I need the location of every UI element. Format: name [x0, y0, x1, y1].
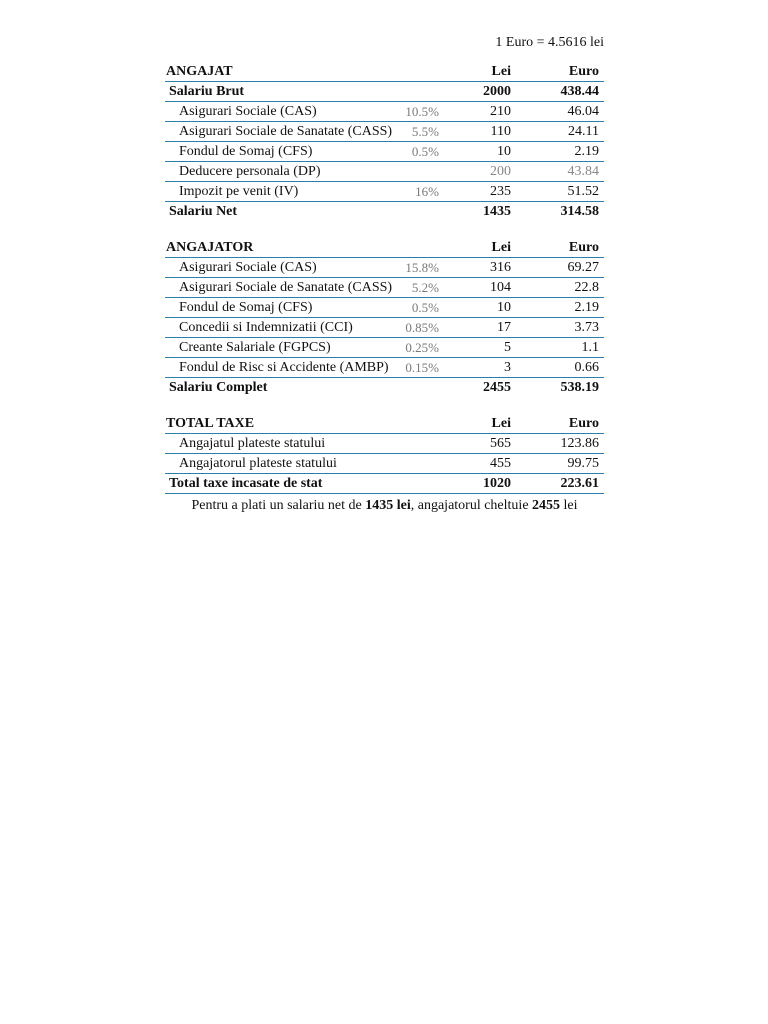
rate-percent: 0.25%	[401, 338, 439, 358]
total-taxes-table	[165, 414, 604, 494]
row-label: Fondul de Somaj (CFS)	[165, 298, 401, 318]
rate-percent: 15.8%	[401, 258, 439, 278]
employer-header-row	[165, 238, 604, 258]
row-label: Angajatorul plateste statului	[165, 454, 401, 474]
row-label: Salariu Complet	[169, 380, 268, 395]
table-row	[165, 122, 604, 142]
exchange-rate: 1 Euro = 4.5616 lei	[495, 35, 604, 50]
section-title: ANGAJAT	[165, 62, 401, 82]
net-salary-amount: 1435 lei	[365, 498, 411, 513]
value-euro: 2.19	[517, 142, 604, 162]
value-lei: 10	[439, 298, 517, 318]
value-lei: 1020	[439, 474, 517, 494]
column-header-lei: Lei	[439, 62, 517, 82]
complete-salary-row	[165, 378, 604, 398]
rate-percent: 0.5%	[401, 298, 439, 318]
table-row	[165, 258, 604, 278]
column-header-euro: Euro	[517, 414, 604, 434]
value-euro: 223.61	[517, 474, 604, 494]
value-euro: 24.11	[517, 122, 604, 142]
value-lei: 110	[439, 122, 517, 142]
row-label: Fondul de Somaj (CFS)	[165, 142, 401, 162]
employee-table	[165, 62, 604, 221]
value-lei: 17	[439, 318, 517, 338]
value-euro: 1.1	[517, 338, 604, 358]
section-title: TOTAL TAXE	[165, 414, 401, 434]
row-label: Fondul de Risc si Accidente (AMBP)	[165, 358, 401, 378]
value-euro: 314.58	[560, 204, 599, 219]
value-lei: 104	[439, 278, 517, 298]
table-row	[165, 182, 604, 202]
employer-table	[165, 238, 604, 397]
column-header-euro: Euro	[517, 238, 604, 258]
total-taxes-row	[165, 474, 604, 494]
row-label: Asigurari Sociale de Sanatate (CASS)	[165, 122, 401, 142]
value-lei: 200	[439, 162, 517, 182]
rate-percent: 0.85%	[401, 318, 439, 338]
value-lei: 565	[439, 434, 517, 454]
value-lei: 210	[439, 102, 517, 122]
table-row	[165, 298, 604, 318]
total-taxes-header-row	[165, 414, 604, 434]
value-lei: 5	[439, 338, 517, 358]
row-label: Salariu Brut	[165, 82, 401, 102]
value-lei: 2000	[439, 82, 517, 102]
rate-percent: 5.2%	[401, 278, 439, 298]
rate-percent: 10.5%	[401, 102, 439, 122]
rate-percent: 5.5%	[401, 122, 439, 142]
value-euro: 0.66	[517, 358, 604, 378]
value-lei: 455	[439, 454, 517, 474]
table-row	[165, 338, 604, 358]
table-row	[165, 434, 604, 454]
value-lei: 3	[439, 358, 517, 378]
row-label: Total taxe incasate de stat	[165, 474, 401, 494]
row-label: Asigurari Sociale (CAS)	[165, 102, 401, 122]
summary-note	[165, 496, 604, 515]
rate-percent: 0.5%	[401, 142, 439, 162]
section-title: ANGAJATOR	[165, 238, 401, 258]
value-euro: 43.84	[517, 162, 604, 182]
value-lei: 10	[439, 142, 517, 162]
value-euro: 538.19	[560, 380, 599, 395]
value-lei: 1435	[483, 204, 511, 219]
row-label: Impozit pe venit (IV)	[165, 182, 401, 202]
value-euro: 438.44	[517, 82, 604, 102]
row-label: Angajatul plateste statului	[165, 434, 401, 454]
column-header-lei: Lei	[439, 414, 517, 434]
rate-percent	[401, 162, 439, 182]
value-euro: 2.19	[517, 298, 604, 318]
value-euro: 22.8	[517, 278, 604, 298]
table-row	[165, 278, 604, 298]
note-text: , angajatorul cheltuie	[410, 498, 533, 513]
note-text: lei	[560, 498, 578, 513]
value-euro: 123.86	[517, 434, 604, 454]
value-euro: 99.75	[517, 454, 604, 474]
row-label: Salariu Net	[169, 204, 238, 219]
table-row	[165, 142, 604, 162]
column-header-lei: Lei	[439, 238, 517, 258]
value-euro: 46.04	[517, 102, 604, 122]
row-label: Concedii si Indemnizatii (CCI)	[165, 318, 401, 338]
row-label: Creante Salariale (FGPCS)	[165, 338, 401, 358]
gross-salary-row	[165, 82, 604, 102]
rate-percent: 0.15%	[401, 358, 439, 378]
value-euro: 69.27	[517, 258, 604, 278]
row-label: Deducere personala (DP)	[165, 162, 401, 182]
row-label: Asigurari Sociale (CAS)	[165, 258, 401, 278]
net-salary-row	[165, 202, 604, 222]
table-row	[165, 162, 604, 182]
value-lei: 316	[439, 258, 517, 278]
table-row	[165, 318, 604, 338]
employer-cost-amount: 2455	[532, 498, 561, 513]
column-header-euro: Euro	[517, 62, 604, 82]
value-lei: 235	[439, 182, 517, 202]
table-row	[165, 102, 604, 122]
salary-calculation-document	[165, 34, 604, 515]
value-euro: 3.73	[517, 318, 604, 338]
note-text: Pentru a plati un salariu net de	[191, 498, 366, 513]
rate-percent: 16%	[401, 182, 439, 202]
table-row	[165, 358, 604, 378]
table-row	[165, 454, 604, 474]
employee-header-row	[165, 62, 604, 82]
value-lei: 2455	[483, 380, 511, 395]
row-label: Asigurari Sociale de Sanatate (CASS)	[165, 278, 401, 298]
value-euro: 51.52	[517, 182, 604, 202]
